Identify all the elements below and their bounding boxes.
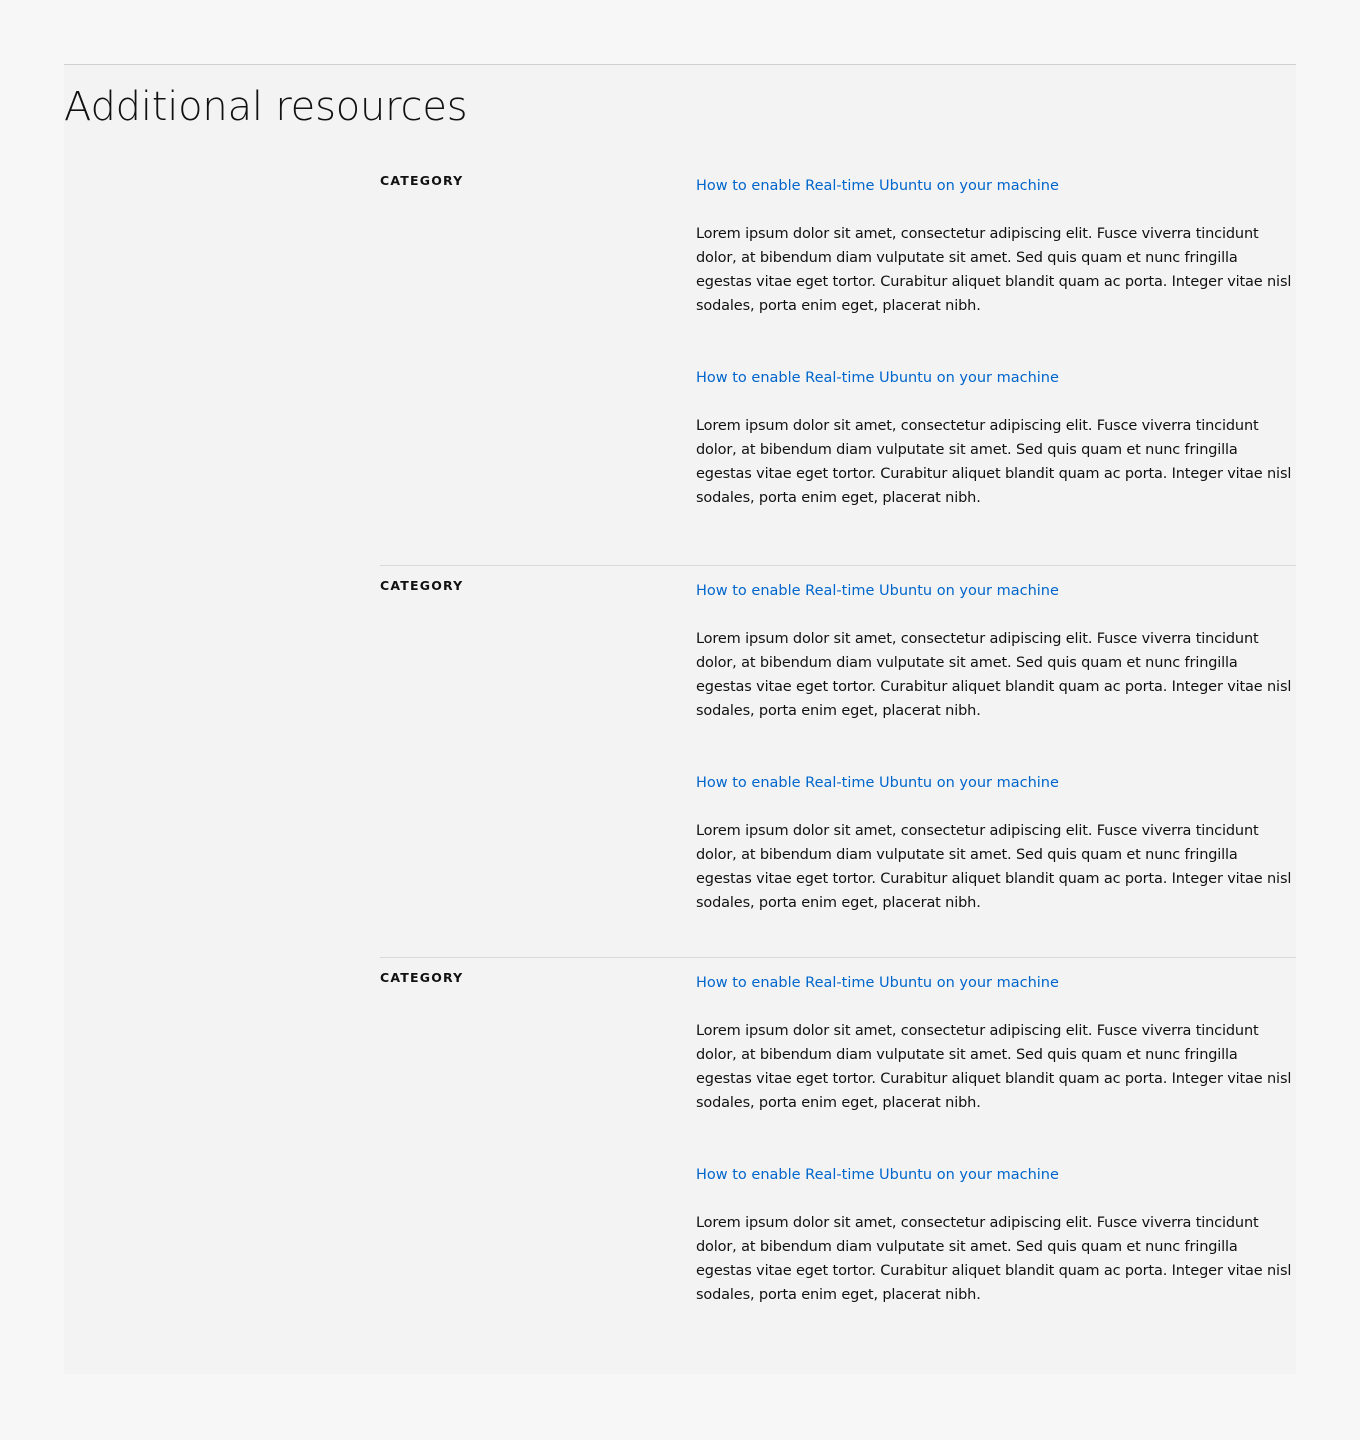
resource-description: Lorem ipsum dolor sit amet, consectetur adipiscing elit. Fusce viverra tincidunt dolor, at bibendum diam vulputate sit amet. Sed quis quam et nunc fringilla egestas vitae eget tortor. Curabitur aliquet blandit quam ac porta. Integer vitae nisl sodales, porta enim eget, placerat nibh. xyxy=(696,226,1292,314)
resource-item xyxy=(696,970,1296,1162)
category-label: CATEGORY xyxy=(380,970,464,985)
resource-section xyxy=(380,565,1296,957)
resource-item xyxy=(696,578,1296,770)
resource-link[interactable]: How to enable Real-time Ubuntu on your machine xyxy=(696,975,1059,991)
resource-list xyxy=(696,173,1296,557)
resource-link[interactable]: How to enable Real-time Ubuntu on your machine xyxy=(696,1167,1059,1183)
category-label: CATEGORY xyxy=(380,173,464,188)
category-label: CATEGORY xyxy=(380,578,464,593)
resource-link[interactable]: How to enable Real-time Ubuntu on your machine xyxy=(696,775,1059,791)
resource-item xyxy=(696,1162,1296,1354)
resource-item xyxy=(696,365,1296,557)
resource-section xyxy=(380,957,1296,1349)
resource-description: Lorem ipsum dolor sit amet, consectetur adipiscing elit. Fusce viverra tincidunt dolor, at bibendum diam vulputate sit amet. Sed quis quam et nunc fringilla egestas vitae eget tortor. Curabitur aliquet blandit quam ac porta. Integer vitae nisl sodales, porta enim eget, placerat nibh. xyxy=(696,418,1292,506)
additional-resources-panel xyxy=(64,64,1296,1374)
resource-description: Lorem ipsum dolor sit amet, consectetur adipiscing elit. Fusce viverra tincidunt dolor, at bibendum diam vulputate sit amet. Sed quis quam et nunc fringilla egestas vitae eget tortor. Curabitur aliquet blandit quam ac porta. Integer vitae nisl sodales, porta enim eget, placerat nibh. xyxy=(696,1215,1292,1303)
resource-description: Lorem ipsum dolor sit amet, consectetur adipiscing elit. Fusce viverra tincidunt dolor, at bibendum diam vulputate sit amet. Sed quis quam et nunc fringilla egestas vitae eget tortor. Curabitur aliquet blandit quam ac porta. Integer vitae nisl sodales, porta enim eget, placerat nibh. xyxy=(696,823,1292,911)
resource-link[interactable]: How to enable Real-time Ubuntu on your machine xyxy=(696,583,1059,599)
resource-list xyxy=(696,578,1296,962)
page-title: Additional resources xyxy=(64,84,468,130)
resource-list xyxy=(696,970,1296,1354)
resource-link[interactable]: How to enable Real-time Ubuntu on your machine xyxy=(696,178,1059,194)
resource-item xyxy=(696,770,1296,962)
resource-section xyxy=(380,173,1296,565)
resource-description: Lorem ipsum dolor sit amet, consectetur adipiscing elit. Fusce viverra tincidunt dolor, at bibendum diam vulputate sit amet. Sed quis quam et nunc fringilla egestas vitae eget tortor. Curabitur aliquet blandit quam ac porta. Integer vitae nisl sodales, porta enim eget, placerat nibh. xyxy=(696,1023,1292,1111)
resource-description: Lorem ipsum dolor sit amet, consectetur adipiscing elit. Fusce viverra tincidunt dolor, at bibendum diam vulputate sit amet. Sed quis quam et nunc fringilla egestas vitae eget tortor. Curabitur aliquet blandit quam ac porta. Integer vitae nisl sodales, porta enim eget, placerat nibh. xyxy=(696,631,1292,719)
resource-link[interactable]: How to enable Real-time Ubuntu on your machine xyxy=(696,370,1059,386)
resource-item xyxy=(696,173,1296,365)
resource-sections xyxy=(380,173,1296,1349)
